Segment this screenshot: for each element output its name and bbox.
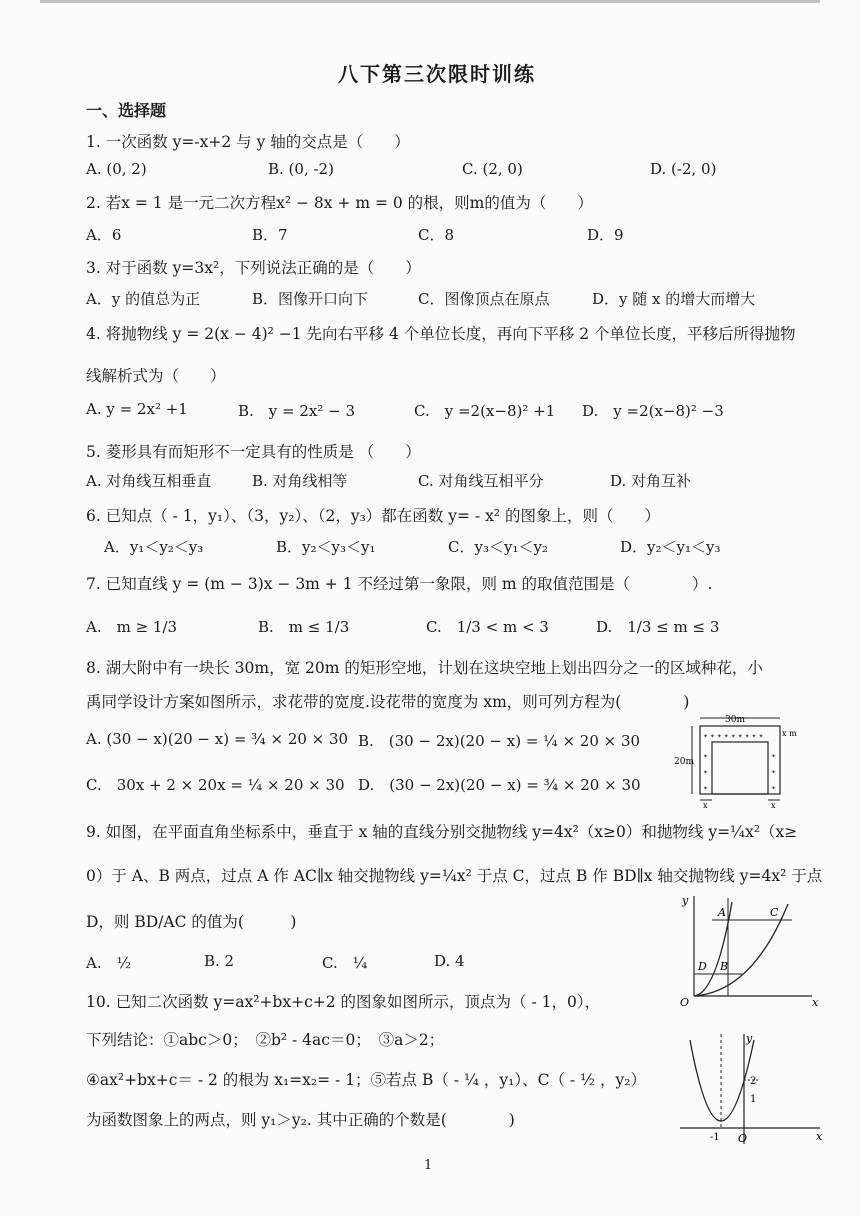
fig10-tick-neg1: -1 (710, 1132, 720, 1143)
q6-option-b: B．y₂＜y₃＜y₁ (276, 538, 376, 556)
q7-option-c: C. 1/3 < m < 3 (426, 618, 549, 636)
fig8-left-x-label: x (703, 801, 708, 808)
q6-option-a: A．y₁＜y₂＜y₃ (104, 538, 204, 556)
q9-option-a: A. ½ (86, 954, 132, 972)
q9-stem-line2: 0）于 A、B 两点，过点 A 作 AC∥x 轴交抛物线 y=¼x² 于点 C，过点 B 作 BD∥x 轴交抛物线 y=4x² 于点 (86, 867, 823, 885)
q2-option-c: C．8 (418, 226, 455, 244)
fig9-point-a: A (718, 906, 726, 919)
top-edge-line (40, 0, 820, 3)
q7-stem: 7. 已知直线 y = (m − 3)x − 3m + 1 不经过第一象限，则 m 的取值范围是（ ）. (86, 575, 713, 593)
q8-option-a: A. (30 − x)(20 − x) = ¾ × 20 × 30 (86, 730, 349, 748)
svg-text:✦ ✦ ✦ ✦ ✦ ✦ ✦ ✦ ✦: ✦ ✦ ✦ ✦ ✦ ✦ ✦ ✦ ✦ (703, 733, 764, 740)
q5-option-b: B. 对角线相等 (252, 472, 348, 490)
q2-stem: 2. 若x = 1 是一元二次方程x² − 8x + m = 0 的根，则m的值为（ ） (86, 194, 593, 212)
q6-option-c: C．y₃＜y₁＜y₂ (448, 538, 548, 556)
q10-stem: 10. 已知二次函数 y=ax²+bx+c+2 的图象如图所示，顶点为（ - 1，0）， (86, 993, 601, 1011)
q3-option-d: D．y 随 x 的增大而增大 (592, 290, 756, 308)
section-heading: 一、选择题 (86, 101, 167, 120)
q8-option-c: C. 30x + 2 × 20x = ¼ × 20 × 30 (86, 776, 345, 794)
svg-text:✦: ✦ (771, 753, 777, 760)
fig10-tick-2: 2 (750, 1076, 757, 1087)
q1-stem: 1. 一次函数 y=-x+2 与 y 轴的交点是（ ） (86, 133, 410, 151)
fig8-inner-rect (712, 742, 768, 794)
q1-option-a: A. (0, 2) (86, 160, 147, 178)
svg-text:✦: ✦ (771, 785, 777, 792)
svg-text:✦: ✦ (703, 785, 709, 792)
q6-option-d: D．y₂＜y₁＜y₃ (620, 538, 721, 556)
svg-text:✦: ✦ (703, 769, 709, 776)
q10-parabola-figure (674, 1030, 824, 1150)
fig9-steep-parabola (694, 902, 732, 996)
q8-stem: 8. 湖大附中有一块长 30m，宽 20m 的矩形空地，计划在这块空地上划出四分之一的区域种花，小 (86, 659, 763, 677)
q9-stem: 9. 如图，在平面直角坐标系中，垂直于 x 轴的直线分别交抛物线 y=4x²（x≥0）和抛物线 y=¼x²（x≥ (86, 823, 798, 841)
fig8-right-x-label: x (771, 801, 776, 808)
q4-option-d: D. y =2(x−8)² −3 (582, 402, 724, 420)
svg-text:✦: ✦ (703, 753, 709, 760)
q9-option-c: C. ¼ (322, 954, 368, 972)
q2-option-a: A．6 (86, 226, 122, 244)
q8-stem-line2: 禹同学设计方案如图所示，求花带的宽度.设花带的宽度为 xm，则可列方程为( ) (86, 693, 690, 711)
q5-option-c: C. 对角线互相平分 (418, 472, 544, 490)
page-title: 八下第三次限时训练 (338, 62, 536, 86)
fig10-x-label: x (816, 1130, 823, 1143)
q10-stem-line3: ④ax²+bx+c＝ - 2 的根为 x₁=x₂= - 1；⑤若点 B（ - ¼ ，y₁）、C（ - ½ ，y₂） (86, 1071, 647, 1089)
q7-option-a: A. m ≥ 1/3 (86, 618, 178, 636)
q2-option-d: D．9 (587, 226, 624, 244)
fig8-height-label: 20m (674, 757, 694, 767)
fig9-y-label: y (682, 894, 689, 907)
page-number: 1 (424, 1158, 433, 1173)
q8-option-b: B. (30 − 2x)(20 − x) = ¼ × 20 × 30 (358, 732, 641, 750)
q2-option-b: B．7 (252, 226, 288, 244)
q3-stem: 3. 对于函数 y=3x²，下列说法正确的是（ ） (86, 259, 421, 277)
fig9-x-label: x (812, 996, 819, 1009)
q10-stem-line2: 下列结论：①abc＞0； ②b² - 4ac＝0； ③a＞2； (86, 1031, 445, 1049)
q7-option-d: D. 1/3 ≤ m ≤ 3 (596, 618, 720, 636)
q10-stem-line4: 为函数图象上的两点，则 y₁＞y₂. 其中正确的个数是( ) (86, 1111, 515, 1129)
fig10-tick-1: 1 (750, 1094, 757, 1105)
fig8-xm-label: x m (782, 729, 797, 738)
q9-stem-line3: D，则 BD/AC 的值为( ) (86, 913, 297, 931)
q4-stem-line2: 线解析式为（ ） (86, 367, 226, 385)
q5-option-d: D. 对角互补 (610, 472, 692, 490)
q1-option-c: C. (2, 0) (462, 160, 523, 178)
q6-stem: 6. 已知点（ - 1，y₁）、（3，y₂）、（2，y₃）都在函数 y= - x² 的图象上，则（ ） (86, 507, 660, 525)
fig9-origin-label: O (680, 996, 690, 1009)
q4-option-c: C. y =2(x−8)² +1 (414, 402, 556, 420)
fig9-point-d: D (698, 960, 707, 973)
q9-option-b: B. 2 (204, 952, 235, 970)
q1-option-d: D. (-2, 0) (650, 160, 717, 178)
q4-option-b: B. y = 2x² − 3 (238, 402, 356, 420)
fig10-y-label: y (746, 1032, 753, 1045)
svg-text:✦: ✦ (771, 769, 777, 776)
q8-option-d: D. (30 − 2x)(20 − x) = ¾ × 20 × 30 (358, 776, 641, 794)
q4-option-a: A. y = 2x² +1 (86, 400, 188, 418)
q5-stem: 5. 菱形具有而矩形不一定具有的性质是 （ ） (86, 443, 421, 461)
q9-parabola-figure (672, 892, 822, 1012)
q5-option-a: A. 对角线互相垂直 (86, 472, 212, 490)
q3-option-b: B．图像开口向下 (252, 290, 369, 308)
q4-stem: 4. 将抛物线 y = 2(x − 4)² −1 先向右平移 4 个单位长度，再向下平移 2 个单位长度，平移后所得抛物 (86, 325, 796, 343)
q1-option-b: B. (0, -2) (268, 160, 334, 178)
q3-option-a: A．y 的值总为正 (86, 290, 201, 308)
fig10-origin-label: O (738, 1132, 748, 1145)
q8-garden-figure (670, 708, 800, 808)
fig9-point-c: C (770, 906, 779, 919)
q9-option-d: D. 4 (434, 952, 465, 970)
q7-option-b: B. m ≤ 1/3 (258, 618, 350, 636)
fig8-width-label: 30m (725, 715, 745, 725)
fig9-point-b: B (720, 960, 729, 973)
q3-option-c: C．图像顶点在原点 (418, 290, 550, 308)
